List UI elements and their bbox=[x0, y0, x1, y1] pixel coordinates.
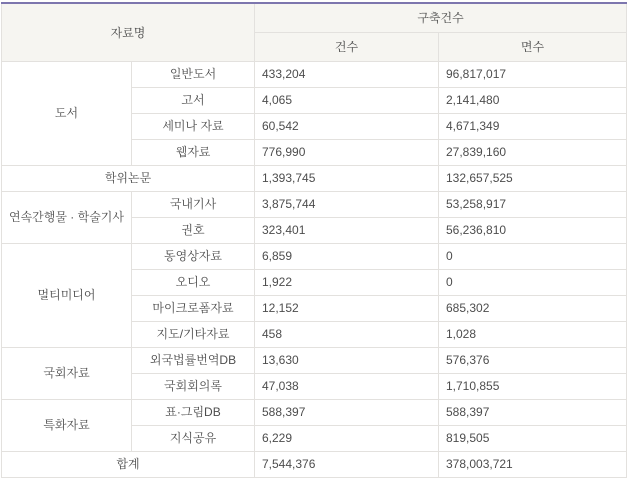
pages-cell: 0 bbox=[439, 243, 627, 269]
table-row bbox=[2, 61, 627, 87]
table-row bbox=[2, 399, 627, 425]
row-label: 국회회의록 bbox=[132, 373, 255, 399]
count-cell: 13,630 bbox=[255, 347, 439, 373]
total-count-cell: 7,544,376 bbox=[255, 451, 439, 477]
row-label: 세미나 자료 bbox=[132, 113, 255, 139]
header-pages: 면수 bbox=[439, 32, 627, 61]
total-label: 합계 bbox=[2, 451, 255, 477]
group-name-theses: 학위논문 bbox=[2, 165, 255, 191]
row-label: 마이크로폼자료 bbox=[132, 295, 255, 321]
header-material-name: 자료명 bbox=[2, 3, 255, 61]
header-row-1 bbox=[2, 3, 627, 32]
header-count: 건수 bbox=[255, 32, 439, 61]
row-label: 국내기사 bbox=[132, 191, 255, 217]
pages-cell: 819,505 bbox=[439, 425, 627, 451]
pages-cell: 27,839,160 bbox=[439, 139, 627, 165]
count-cell: 3,875,744 bbox=[255, 191, 439, 217]
table-row bbox=[2, 191, 627, 217]
row-label: 고서 bbox=[132, 87, 255, 113]
row-label: 지식공유 bbox=[132, 425, 255, 451]
pages-cell: 588,397 bbox=[439, 399, 627, 425]
row-label: 표·그림DB bbox=[132, 399, 255, 425]
count-cell: 60,542 bbox=[255, 113, 439, 139]
group-name-specialized: 특화자료 bbox=[2, 399, 132, 451]
count-cell: 458 bbox=[255, 321, 439, 347]
pages-cell: 4,671,349 bbox=[439, 113, 627, 139]
group-name-serials: 연속간행물 · 학술기사 bbox=[2, 191, 132, 243]
count-cell: 4,065 bbox=[255, 87, 439, 113]
row-label: 일반도서 bbox=[132, 61, 255, 87]
total-row bbox=[2, 451, 627, 477]
total-pages-cell: 378,003,721 bbox=[439, 451, 627, 477]
table-row bbox=[2, 165, 627, 191]
count-cell: 6,229 bbox=[255, 425, 439, 451]
pages-cell: 0 bbox=[439, 269, 627, 295]
group-name-multimedia: 멀티미디어 bbox=[2, 243, 132, 347]
count-cell: 1,922 bbox=[255, 269, 439, 295]
pages-cell: 1,028 bbox=[439, 321, 627, 347]
count-cell: 47,038 bbox=[255, 373, 439, 399]
row-label: 오디오 bbox=[132, 269, 255, 295]
pages-cell: 56,236,810 bbox=[439, 217, 627, 243]
header-build-count-group: 구축건수 bbox=[255, 3, 627, 32]
pages-cell: 576,376 bbox=[439, 347, 627, 373]
count-cell: 6,859 bbox=[255, 243, 439, 269]
row-label: 외국법률번역DB bbox=[132, 347, 255, 373]
db-build-stats-table bbox=[1, 2, 627, 478]
group-name-books: 도서 bbox=[2, 61, 132, 165]
pages-cell: 53,258,917 bbox=[439, 191, 627, 217]
count-cell: 323,401 bbox=[255, 217, 439, 243]
row-label: 권호 bbox=[132, 217, 255, 243]
count-cell: 588,397 bbox=[255, 399, 439, 425]
table-row bbox=[2, 347, 627, 373]
row-label: 지도/기타자료 bbox=[132, 321, 255, 347]
pages-cell: 96,817,017 bbox=[439, 61, 627, 87]
count-cell: 433,204 bbox=[255, 61, 439, 87]
row-label: 동영상자료 bbox=[132, 243, 255, 269]
count-cell: 1,393,745 bbox=[255, 165, 439, 191]
pages-cell: 2,141,480 bbox=[439, 87, 627, 113]
row-label: 웹자료 bbox=[132, 139, 255, 165]
table-row bbox=[2, 243, 627, 269]
pages-cell: 132,657,525 bbox=[439, 165, 627, 191]
count-cell: 12,152 bbox=[255, 295, 439, 321]
pages-cell: 1,710,855 bbox=[439, 373, 627, 399]
group-name-assembly: 국회자료 bbox=[2, 347, 132, 399]
pages-cell: 685,302 bbox=[439, 295, 627, 321]
count-cell: 776,990 bbox=[255, 139, 439, 165]
